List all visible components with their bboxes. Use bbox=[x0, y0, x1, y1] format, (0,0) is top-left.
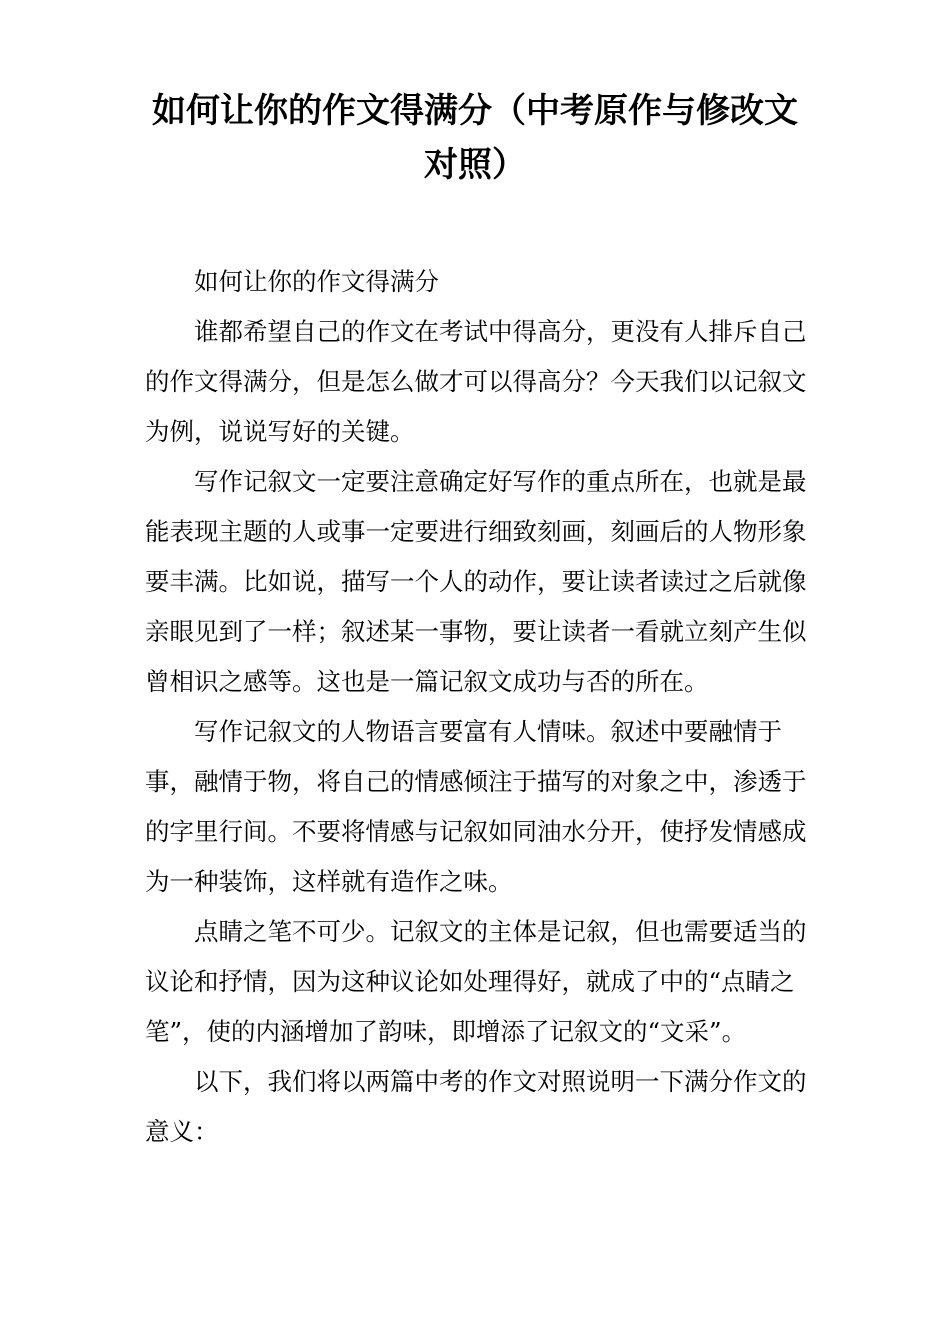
body-paragraph: 写作记叙文的人物语言要富有人情味。叙述中要融情于事，融情于物，将自己的情感倾注于描写的对象之中，渗透于的字里行间。不要将情感与记叙如同油水分开，使抒发情感成为一种装饰，这样就有造作之味。 bbox=[145, 717, 807, 896]
subtitle-paragraph: 如何让你的作文得满分 bbox=[194, 267, 439, 296]
document-body bbox=[145, 257, 807, 1157]
body-paragraph: 点睛之笔不可少。记叙文的主体是记叙，但也需要适当的议论和抒情，因为这种议论如处理得好，就成了中的“点睛之笔”，使的内涵增加了韵味，即增添了记叙文的“文采”。 bbox=[145, 917, 807, 1046]
body-paragraph: 以下，我们将以两篇中考的作文对照说明一下满分作文的意义： bbox=[145, 1067, 807, 1146]
document-title: 如何让你的作文得满分（中考原作与修改文对照） bbox=[152, 91, 798, 185]
body-paragraph: 写作记叙文一定要注意确定好写作的重点所在，也就是最能表现主题的人或事一定要进行细致刻画，刻画后的人物形象要丰满。比如说，描写一个人的动作，要让读者读过之后就像亲眼见到了一样；叙述某一事物，要让读者一看就立刻产生似曾相识之感等。这也是一篇记叙文成功与否的所在。 bbox=[145, 467, 807, 696]
body-paragraph: 谁都希望自己的作文在考试中得高分，更没有人排斥自己的作文得满分，但是怎么做才可以得高分？今天我们以记叙文为例，说说写好的关键。 bbox=[145, 317, 807, 446]
